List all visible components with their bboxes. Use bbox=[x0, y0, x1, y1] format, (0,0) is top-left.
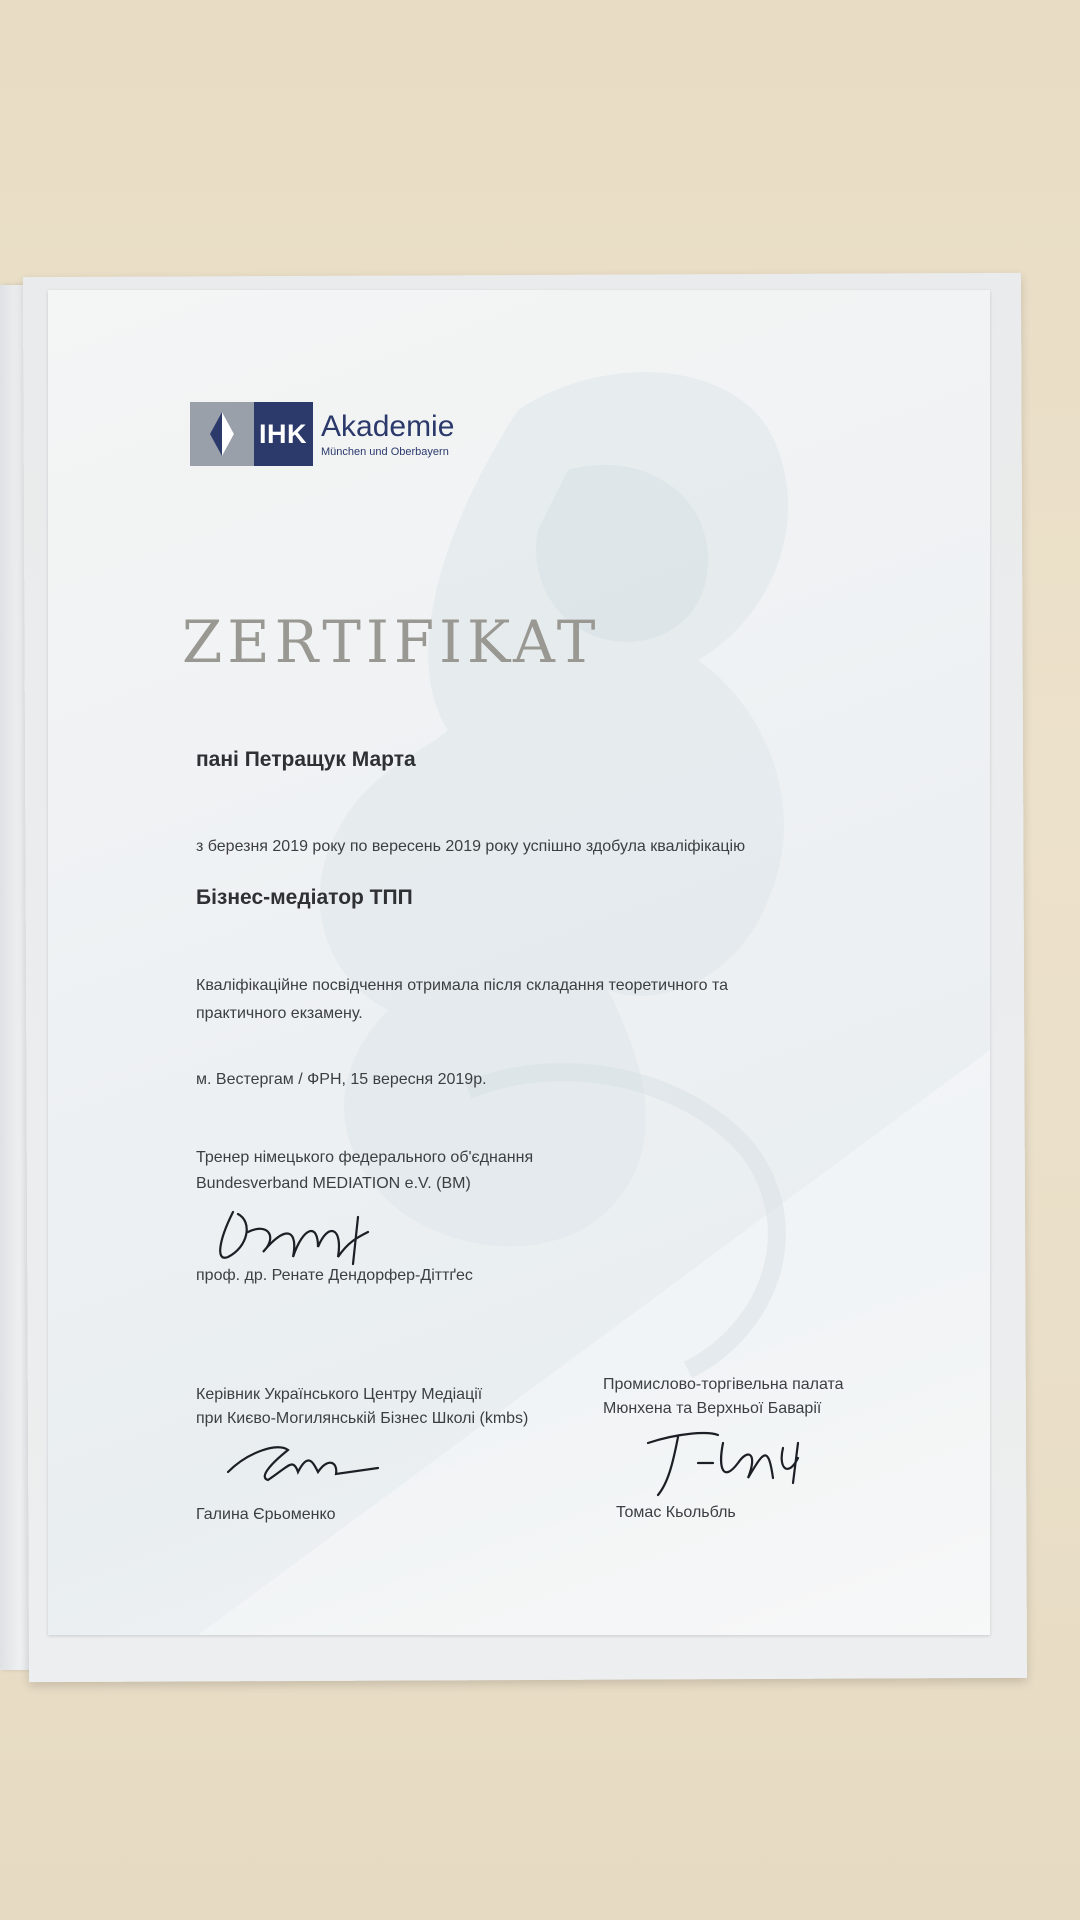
logo-akademie-label: Akademie bbox=[321, 410, 455, 443]
kmbs-signature bbox=[218, 1432, 388, 1492]
diamond-logo-icon bbox=[190, 402, 254, 466]
ihk-logo bbox=[190, 402, 454, 466]
exam-line-1: Кваліфікаційне посвідчення отримала після складання теоретичного та bbox=[196, 977, 729, 994]
exam-line-2: практичного екзамену. bbox=[196, 1005, 363, 1022]
qualification-title: Бізнес-медіатор ТПП bbox=[196, 886, 413, 909]
portrait-watermark bbox=[48, 290, 990, 1635]
recipient-name: пані Петращук Марта bbox=[196, 748, 416, 771]
certificate-title: ZERTIFIKAT bbox=[182, 608, 601, 676]
chamber-signature bbox=[628, 1423, 818, 1503]
trainer-role-line-2: Bundesverband MEDIATION e.V. (BM) bbox=[196, 1175, 471, 1192]
logo-ihk-label: IHK bbox=[254, 402, 313, 466]
chamber-role-line-2: Мюнхена та Верхньої Баварії bbox=[603, 1400, 822, 1417]
kmbs-signatory-name: Галина Єрьоменко bbox=[196, 1506, 336, 1523]
chamber-role-line-1: Промислово-торгівельна палата bbox=[603, 1376, 844, 1393]
kmbs-role-line-1: Керівник Українського Центру Медіації bbox=[196, 1386, 483, 1403]
period-line: з березня 2019 року по вересень 2019 року успішно здобула кваліфікацію bbox=[196, 838, 746, 855]
chamber-signatory-name: Томас Кьольбль bbox=[616, 1504, 736, 1521]
logo-subtitle: München und Oberbayern bbox=[321, 446, 449, 458]
trainer-name: проф. др. Ренате Дендорфер-Діттґес bbox=[196, 1267, 473, 1284]
certificate-sheet bbox=[48, 290, 990, 1635]
trainer-role-line-1: Тренер німецького федерального об'єднання bbox=[196, 1149, 534, 1166]
trainer-signature bbox=[208, 1202, 388, 1272]
place-date-line: м. Вестергам / ФРН, 15 вересня 2019р. bbox=[196, 1071, 487, 1088]
kmbs-role-line-2: при Києво-Могилянській Бізнес Школі (kmbs) bbox=[196, 1410, 529, 1427]
